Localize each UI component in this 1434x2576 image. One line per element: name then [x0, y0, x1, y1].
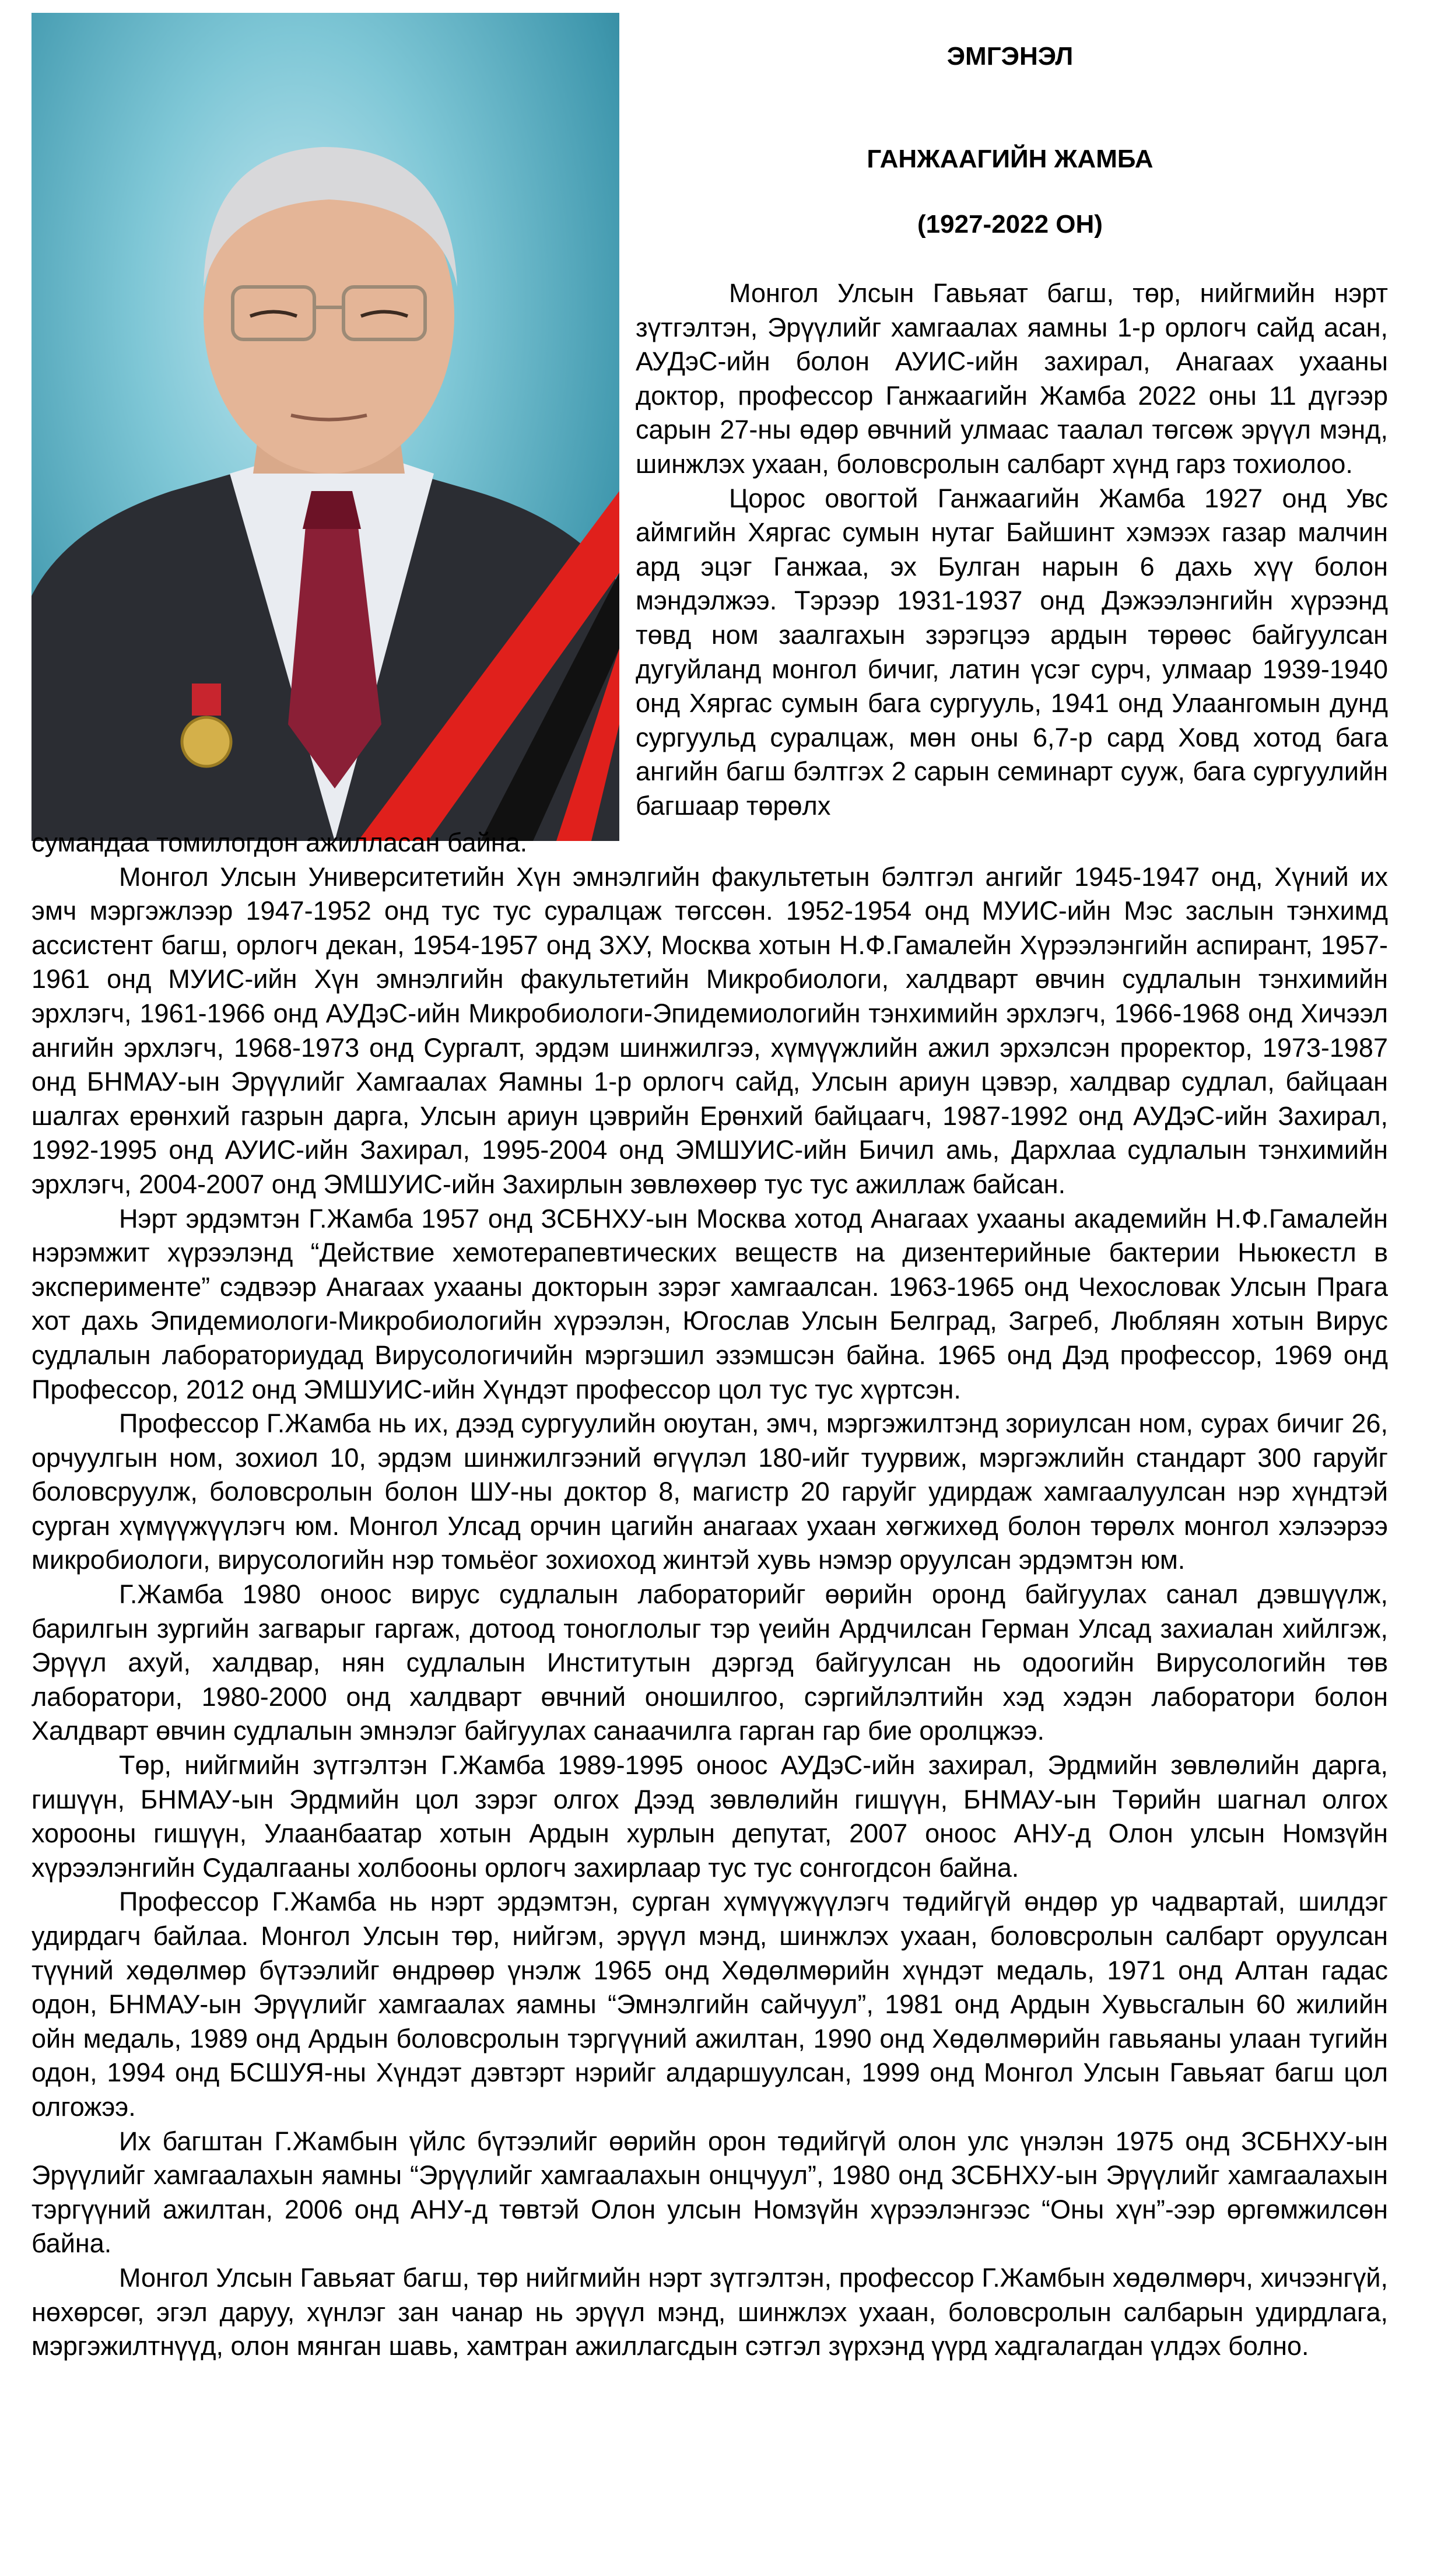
paragraph: Нэрт эрдэмтэн Г.Жамба 1957 онд ЗСБНХУ-ын Москва хотод Анагаах ухааны академийн Н.Ф.Гамалейн нэрэмжит хүрээлэнд “Действие хемотерапевтических веществ на дизентерийные бактерии Ньюкестл в эксперименте” сэдвээр Анагаах ухааны докторын зэрэг хамгаалсан. 1963-1965 онд Чехословак Улсын Прага хот дахь Эпидемиологи-Микробиологийн хүрээлэн, Югослав Улсын Белград, Загреб, Любляян хотын Вирус судлалын лабораториудад Вирусологичийн мэргэшил эзэмшсэн байна. 1965 онд Дэд профессор, 1969 онд Профессор, 2012 онд ЭМШУИС-ийн Хүндэт профессор цол тус тус хүртсэн. — [31, 1203, 1388, 1404]
tie-knot — [303, 491, 361, 529]
intro-text — [636, 276, 1388, 823]
paragraph: Профессор Г.Жамба нь нэрт эрдэмтэн, сурган хүмүүжүүлэгч төдийгүй өндөр ур чадвартай, шилдэг удирдагч байлаа. Монгол Улсын төр, нийгэм, эрүүл мэнд, шинжлэх ухаан, боловсролын салбарт оруулсан түүний хөдөлмөр бүтээлийг өндрөөр үнэлж 1965 онд Хөдөлмөрийн хүндэт медаль, 1971 онд Алтан гадас одон, БНМАУ-ын Эрүүлийг хамгаалах яамны “Эмнэлгийн сайчуул”, 1981 онд Ардын Хувьсгалын 60 жилийн ойн медаль, 1989 онд Ардын боловсролын тэргүүний ажилтан, 1990 онд Хөдөлмөрийн гавьяаны улаан тугийн одон, 1994 онд БСШУЯ-ны Хүндэт дэвтэрт нэрийг алдаршуулсан, 1999 онд Монгол Улсын Гавьяат багш цол олгожээ. — [31, 1887, 1388, 2122]
paragraph: Профессор Г.Жамба нь их, дээд сургуулийн оюутан, эмч, мэргэжилтэнд зориулсан ном, сурах бичиг 26, орчуулгын ном, зохиол 10, эрдэм шинжилгээний өгүүлэл 180-ийг туурвиж, мэргэжлийн стандарт 300 гаруйг боловсруулж, боловсролын болон ШУ-ны доктор 8, магистр 20 гаруйг удирдаж хамгаалуулсан нэр хүндтэй сурган хүмүүжүүлэгч юм. Монгол Улсад орчин цагийн анагаах ухаан хөгжихөд болон төрөлх монгол хэлээрээ микробиологи, вирусологийн нэр томьёог зохиоход жинтэй хувь нэмэр оруулсан эрдэмтэн юм. — [31, 1408, 1388, 1575]
paragraph: Г.Жамба 1980 оноос вирус судлалын лабораторийг өөрийн оронд байгуулах санал дэвшүүлж, барилгын зургийн загварыг гаргаж, дотоод тоноглолыг тэр үеийн Ардчилсан Герман Улсад захиалан хийлгэж, Эрүүл ахуй, халдвар, нян судлалын Институтын дэргэд байгуулсан нь одоогийн Вирусологийн төв лаборатори, 1980-2000 онд халдварт өвчний оношилгоо, сэргийлэлтийн хэд хэдэн лаборатори болон Халдварт өвчин судлалын эмнэлэг байгуулах санаачилга гарган гар бие оролцжээ. — [31, 1579, 1388, 1746]
person-name: ГАНЖААГИЙН ЖАМБА — [867, 145, 1153, 173]
portrait-illustration — [31, 13, 619, 841]
paragraph: Монгол Улсын Гавьяат багш, төр, нийгмийн нэрт зүтгэлтэн, Эрүүлийг хамгаалах яамны 1-р орлогч сайд асан, АУДэС-ийн болон АУИС-ийн захирал, Анагаах ухааны доктор, профессор Ганжаагийн Жамба 2022 оны 11 дүгээр сарын 27-ны өдөр өвчний улмаас таалал төгсөж эрүүл мэнд, шинжлэх ухаан, боловсролын салбарт хүнд гарз тохиолоо. — [636, 278, 1388, 479]
paragraph: Цорос овогтой Ганжаагийн Жамба 1927 онд Увс аймгийн Хяргас сумын нутаг Байшинт хэмээх газар малчин ард эцэг Ганжаа, эх Булган нарын 6 дахь хүү болон мэндэлжээ. Тэрээр 1931-1937 онд Дэжээлэнгийн хүрээнд төвд ном заалгахын зэрэгцээ ардын төрөөс байгуулсан дугуйланд монгол бичиг, латин үсэг сурч, улмаар 1939-1940 онд Хяргас сумын бага сургууль, 1941 онд Улаангомын дунд сургуульд суралцаж, мөн оны 6,7-р сард Ховд хотод бага ангийн багш бэлтгэх 2 сарын семинарт сууж, бага сургуулийн багшаар төрөлх — [636, 483, 1388, 821]
paragraph: Төр, нийгмийн зүтгэлтэн Г.Жамба 1989-1995 оноос АУДэС-ийн захирал, Эрдмийн зөвлөлийн дарга, гишүүн, БНМАУ-ын Эрдмийн цол зэрэг олгох Дээд зөвлөлийн гишүүн, БНМАУ-ын Төрийн шагнал олгох хорооны гишүүн, Улаанбаатар хотын Ардын хурлын депутат, 2007 оноос АНУ-д Олон улсын Номзүйн хүрээлэнгийн Судалгааны холбооны орлогч захирлаар тус тус сонгогдсон байна. — [31, 1750, 1388, 1883]
body-text — [31, 826, 1388, 2364]
medal-icon — [182, 717, 231, 766]
paragraph: Их багштан Г.Жамбын үйлс бүтээлийг өөрийн орон төдийгүй олон улс үнэлэн 1975 онд ЗСБНХУ-ын Эрүүлийг хамгаалахын яамны “Эрүүлийг хамгаалахын онцчуул”, 1980 онд ЗСБНХУ-ын Эрүүлийг хамгаалахын тэргүүний ажилтан, 2006 онд АНУ-д төвтэй Олон улсын Номзүйн хүрээлэнгээс “Оны хүн”-ээр өргөмжилсөн байна. — [31, 2126, 1388, 2259]
heading: ЭМГЭНЭЛ — [946, 42, 1074, 71]
paragraph: Монгол Улсын Гавьяат багш, төр нийгмийн нэрт зүтгэлтэн, профессор Г.Жамбын хөдөлмөрч, хичээнгүй, нөхөрсөг, эгэл даруу, хүнлэг зан чанар нь эрүүл мэнд, шинжлэх ухаан, боловсролын салбарын удирдлага, мэргэжилтнүүд, олон мянган шавь, хамтран ажиллагсдын сэтгэл зүрхэнд үүрд хадгалагдан үлдэх болно. — [31, 2262, 1388, 2361]
paragraph: сумандаа томилогдон ажилласан байна. — [31, 828, 528, 857]
medal-ribbon — [192, 684, 221, 716]
paragraph: Монгол Улсын Университетийн Хүн эмнэлгийн факультетын бэлтгэл ангийг 1945-1947 онд, Хүний их эмч мэргэжлээр 1947-1952 онд тус тус суралцаж төгссөн. 1952-1954 онд МУИС-ийн Мэс заслын тэнхимд ассистент багш, орлогч декан, 1954-1957 онд ЗХУ, Москва хотын Н.Ф.Гамалейн Хүрээлэнгийн аспирант, 1957-1961 онд МУИС-ийн Хүн эмнэлгийн факультетийн Микробиологи, халдварт өвчин судлалын тэнхимийн эрхлэгч, 1961-1966 онд АУДэС-ийн Микробиологи-Эпидемиологийн тэнхимийн эрхлэгч, 1966-1968 онд Хичээл ангийн эрхлэгч, 1968-1973 онд Сургалт, эрдэм шинжилгээ, хүмүүжлийн ажил эрхэлсэн проректор, 1973-1987 онд БНМАУ-ын Эрүүлийг Хамгаалах Яамны 1-р орлогч сайд, Улсын ариун цэвэр, халдвар судлал, байцаан шалгах ерөнхий газрын дарга, Улсын ариун цэврийн Ерөнхий байцаагч, 1987-1992 онд АУДэС-ийн Захирал, 1992-1995 онд АУИС-ийн Захирал, 1995-2004 онд ЭМШУИС-ийн Бичил амь, Дархлаа судлалын тэнхимийн эрхлэгч, 2004-2007 онд ЭМШУИС-ийн Захирлын зөвлөхөөр тус тус ажиллаж байсан. — [31, 861, 1388, 1199]
life-years: (1927-2022 ОН) — [917, 210, 1103, 239]
portrait-photo — [31, 13, 619, 841]
